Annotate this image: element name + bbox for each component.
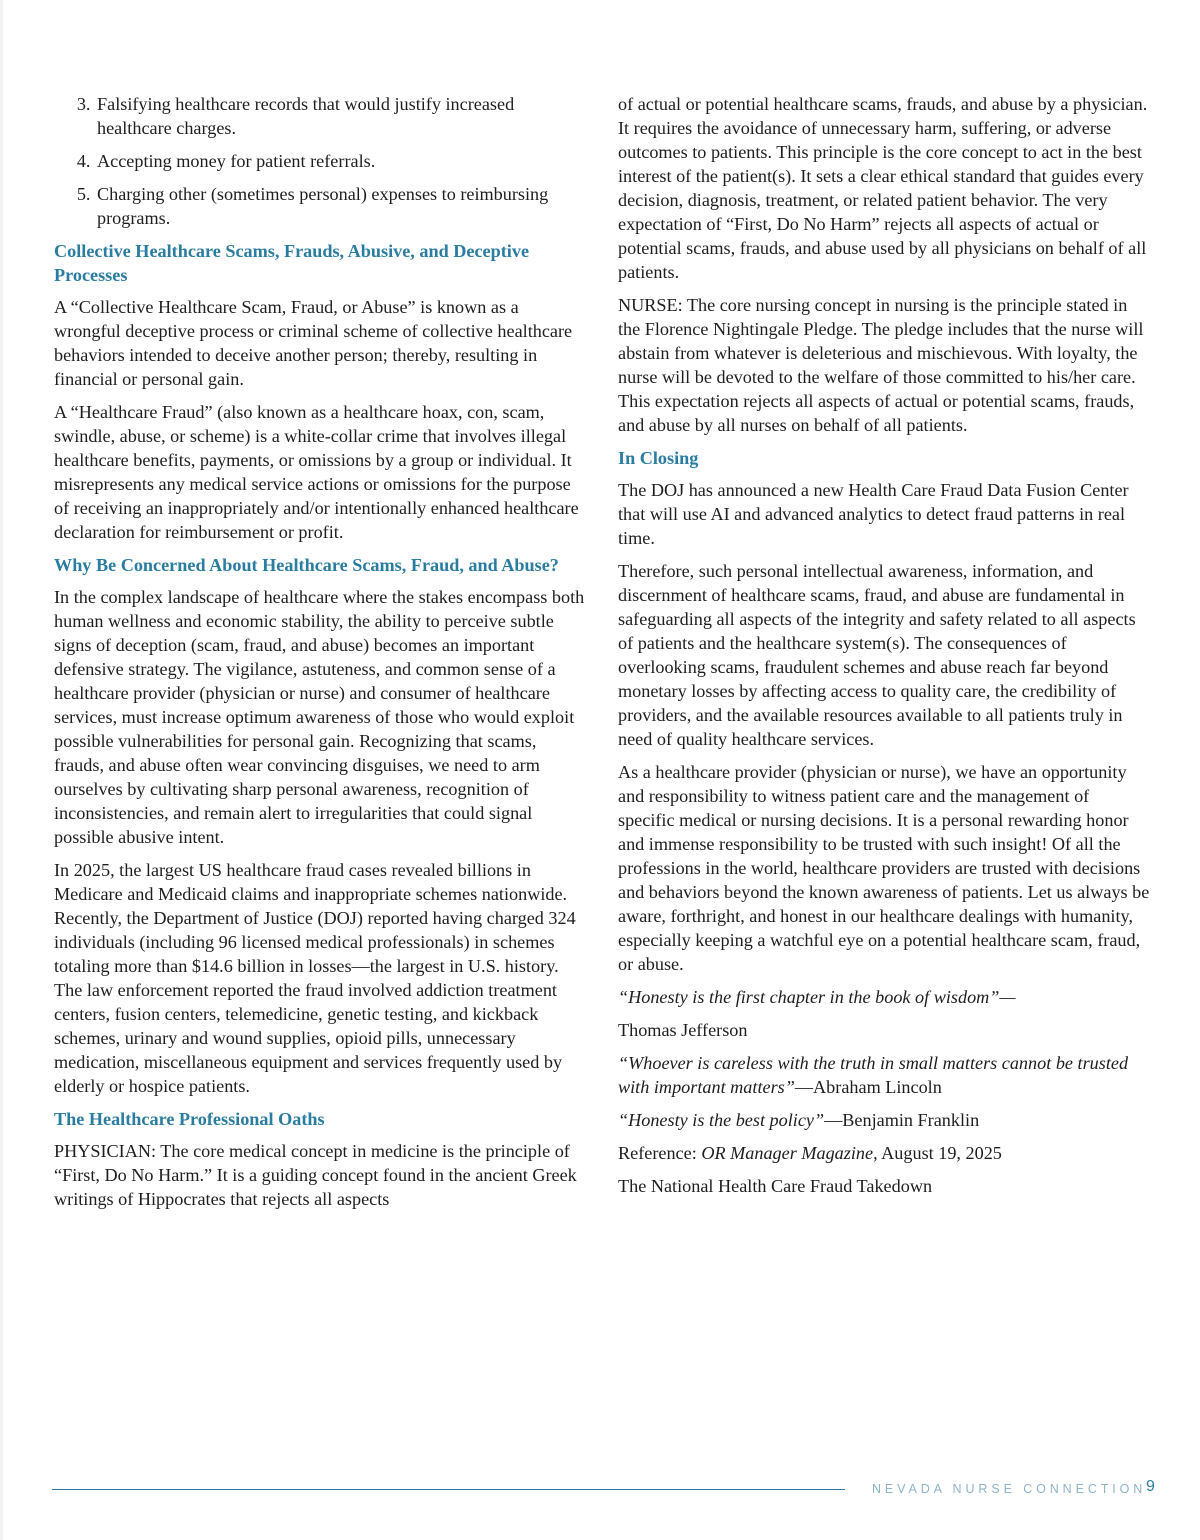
heading-in-closing: In Closing: [618, 448, 699, 468]
quote-text: “Whoever is careless with the truth in small matters cannot be trusted with important matters”: [618, 1053, 1129, 1097]
paragraph: NURSE: The core nursing concept in nursing is the principle stated in the Florence Nightingale Pledge. The pledge includes that the nurse will abstain from whatever is deleterious and mischievous. With loyalty, the nurse will be devoted to the welfare of those committed to his/her care. This expectation rejects all aspects of actual or potential scams, frauds, and abuse by all nurses on behalf of all patients.: [618, 295, 1144, 435]
right-column: [618, 92, 1150, 1207]
quote-lincoln: [618, 1051, 1150, 1099]
paragraph: of actual or potential healthcare scams, frauds, and abuse by a physician. It requires the avoidance of unnecessary harm, suffering, or adverse outcomes to patients. This principle is the core concept to act in the best interest of the patient(s). It sets a clear ethical standard that guides every decision, diagnosis, treatment, or related patient behavior. The very expectation of “First, Do No Harm” rejects all aspects of actual or potential scams, frauds, and abuse used by all physicians on behalf of all patients.: [618, 94, 1148, 282]
paragraph: A “Collective Healthcare Scam, Fraud, or Abuse” is known as a wrongful deceptive process or criminal scheme of collective healthcare behaviors intended to deceive another person; thereby, resulting in financial or personal gain.: [54, 297, 573, 389]
quote-text: “Honesty is the first chapter in the book of wisdom”—: [618, 987, 1016, 1007]
reference-title: The National Health Care Fraud Takedown: [618, 1176, 933, 1196]
list-item: 5. Charging other (sometimes personal) expenses to reimbursing programs.: [95, 182, 586, 230]
heading-collective-scams: Collective Healthcare Scams, Frauds, Abusive, and Deceptive Processes: [54, 241, 530, 285]
paragraph: In 2025, the largest US healthcare fraud cases revealed billions in Medicare and Medicaid claims and inappropriate schemes nationwide. Recently, the Department of Justice (DOJ) reported having charged 324 individuals (including 96 licensed medical professionals) in schemes totaling more than $14.6 billion in losses—the largest in U.S. history. The law enforcement reported the fraud involved addiction treatment centers, fusion centers, telemedicine, genetic testing, and kickback schemes, urinary and wound supplies, opioid pills, unnecessary medication, miscellaneous equipment and services frequently used by elderly or hospice patients.: [54, 860, 576, 1096]
heading-why-be-concerned: Why Be Concerned About Healthcare Scams, Fraud, and Abuse?: [54, 555, 559, 575]
list-item: 4. Accepting money for patient referrals.: [95, 149, 586, 173]
footer-rule: [52, 1489, 845, 1490]
paragraph: Therefore, such personal intellectual awareness, information, and discernment of healthcare scams, fraud, and abuse are fundamental in safeguarding all aspects of the integrity and safety related to all aspects of patients and the healthcare system(s). The consequences of overlooking scams, fraudulent schemes and abuse reach far beyond monetary losses by affecting access to quality care, the credibility of providers, and the available resources available to all patients truly in need of quality healthcare services.: [618, 561, 1136, 749]
reference-source: OR Manager Magazine: [701, 1143, 874, 1163]
page-number: 9: [1146, 1478, 1155, 1495]
paragraph: The DOJ has announced a new Health Care Fraud Data Fusion Center that will use AI and advanced analytics to detect fraud patterns in real time.: [618, 480, 1129, 548]
fraud-examples-list: [54, 92, 586, 230]
publication-name: NEVADA NURSE CONNECTION: [872, 1482, 1147, 1496]
quote-jefferson: [618, 985, 1150, 1009]
paragraph: As a healthcare provider (physician or nurse), we have an opportunity and responsibility to witness patient care and the management of specific medical or nursing decisions. It is a personal rewarding honor and immense responsibility to be trusted with such insight! Of all the professions in the world, healthcare providers are trusted with decisions and behaviors beyond the known awareness of patients. Let us always be aware, forthright, and honest in our healthcare dealings with humanity, especially keeping a watchful eye on a potential healthcare scam, fraud, or abuse.: [618, 762, 1150, 974]
quote-text: “Honesty is the best policy”: [618, 1110, 825, 1130]
reference: [618, 1141, 1150, 1165]
paragraph: PHYSICIAN: The core medical concept in medicine is the principle of “First, Do No Harm.” It is a guiding concept found in the ancient Greek writings of Hippocrates that rejects all aspects: [54, 1141, 577, 1209]
paragraph: In the complex landscape of healthcare where the stakes encompass both human wellness and economic stability, the ability to perceive subtle signs of deception (scam, fraud, and abuse) becomes an important defensive strategy. The vigilance, astuteness, and common sense of a healthcare provider (physician or nurse) and consumer of healthcare services, must increase optimum awareness of those who would exploit possible vulnerabilities for personal gain. Recognizing that scams, frauds, and abuse often wear convincing disguises, we need to arm ourselves by cultivating sharp personal awareness, recognition of inconsistencies, and remain alert to irregularities that could signal possible abusive intent.: [54, 587, 585, 847]
reference-date: , August 19, 2025: [873, 1143, 1002, 1163]
left-column: [54, 92, 586, 1220]
paragraph: A “Healthcare Fraud” (also known as a healthcare hoax, con, scam, swindle, abuse, or scheme) is a white-collar crime that involves illegal healthcare benefits, payments, or omissions by a group or individual. It misrepresents any medical service actions or omissions for the purpose of receiving an inappropriately and/or intentionally enhanced healthcare declaration for reimbursement or profit.: [54, 402, 579, 542]
heading-professional-oaths: The Healthcare Professional Oaths: [54, 1109, 325, 1129]
quote-author: —Benjamin Franklin: [824, 1110, 980, 1130]
reference-label: Reference:: [618, 1143, 702, 1163]
page-edge-shadow: [0, 0, 3, 1540]
list-item: 3. Falsifying healthcare records that would justify increased healthcare charges.: [95, 92, 586, 140]
quote-author: Thomas Jefferson: [618, 1020, 748, 1040]
quote-franklin: [618, 1108, 1150, 1132]
quote-author: —Abraham Lincoln: [794, 1077, 942, 1097]
